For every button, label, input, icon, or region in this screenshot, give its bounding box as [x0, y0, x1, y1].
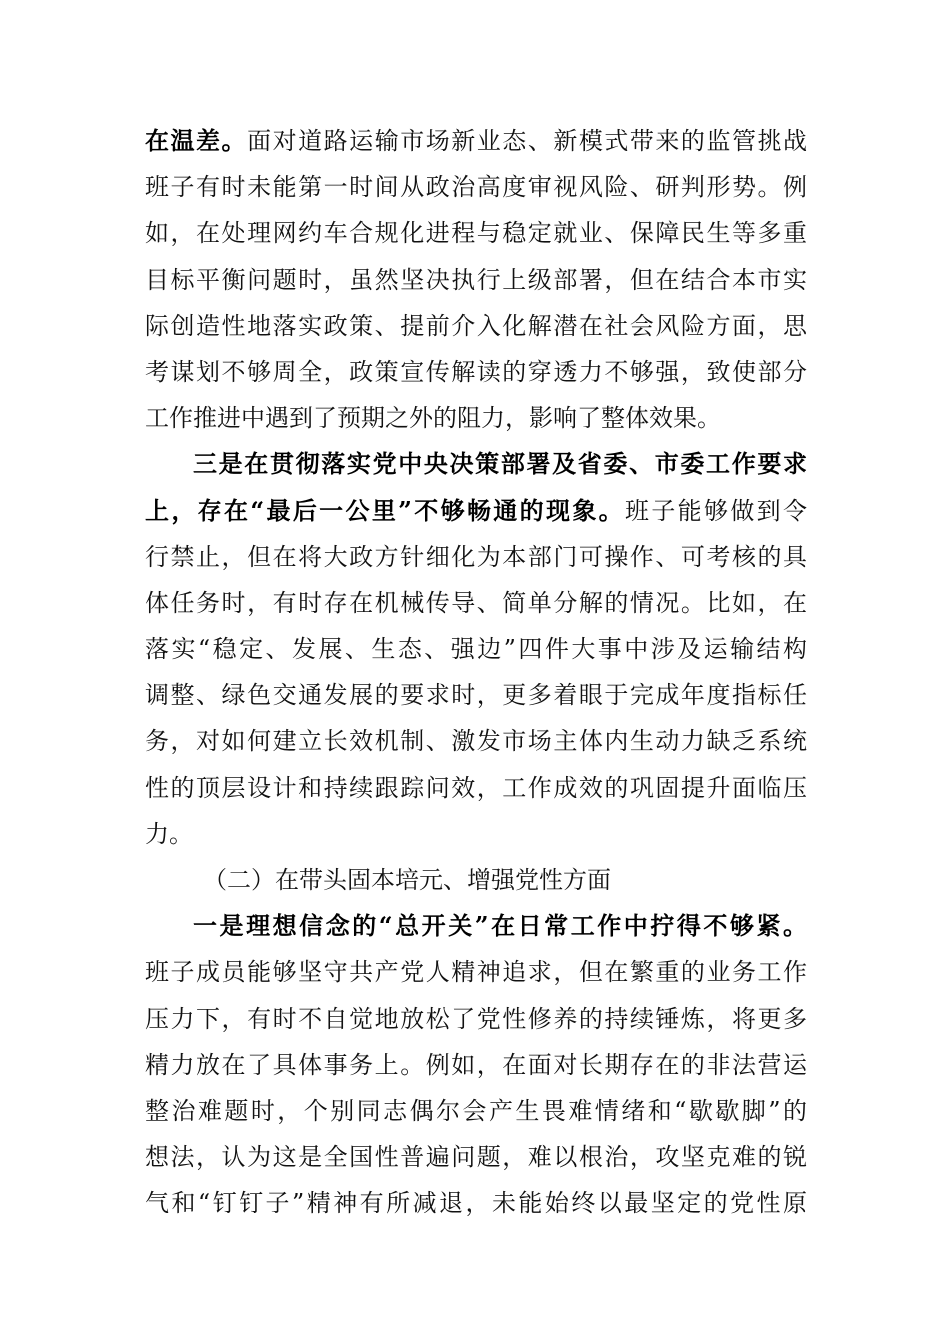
text-line	[145, 441, 807, 487]
text-line: 力。	[145, 819, 193, 848]
text-line: 工作推进中遇到了预期之外的阻力，影响了整体效果。	[145, 404, 721, 433]
paragraph-point-one	[145, 903, 807, 1226]
text-line: 考谋划不够周全，政策宣传解读的穿透力不够强，致使部分	[145, 357, 807, 386]
text-line: 在温差。面对道路运输市场新业态、新模式带来的监管挑战	[145, 126, 808, 155]
text-line: 如，在处理网约车合规化进程与稳定就业、保障民生等多重	[145, 219, 807, 248]
text-line: 整治难题时，个别同志偶尔会产生畏难情绪和“歇歇脚”的	[145, 1096, 807, 1125]
text-line: 际创造性地落实政策、提前介入化解潜在社会风险方面，思	[145, 311, 807, 340]
heading-line: （二）在带头固本培元、增强党性方面	[203, 866, 611, 894]
text-line: 目标平衡问题时，虽然坚决执行上级部署，但在结合本市实	[145, 265, 807, 294]
text-line: 气和“钉钉子”精神有所减退，未能始终以最坚定的党性原	[145, 1189, 807, 1218]
bold-lead: 在温差。	[145, 126, 248, 155]
text-line: 行禁止，但在将大政方针细化为本部门可操作、可考核的具	[145, 542, 807, 571]
paragraph-continuation	[145, 118, 807, 441]
text-line: 体任务时，有时存在机械传导、简单分解的情况。比如，在	[145, 588, 807, 617]
text-line	[145, 903, 807, 949]
text-line: 压力下，有时不自觉地放松了党性修养的持续锤炼，将更多	[145, 1004, 807, 1033]
text-line: 班子有时未能第一时间从政治高度审视风险、研判形势。例	[145, 173, 807, 202]
text-line: 精力放在了具体事务上。例如，在面对长期存在的非法营运	[145, 1050, 807, 1079]
text-line: 务，对如何建立长效机制、激发市场主体内生动力缺乏系统	[145, 727, 807, 756]
text-line: 想法，认为这是全国性普遍问题，难以根治，攻坚克难的锐	[145, 1143, 807, 1172]
document-page	[145, 118, 807, 1227]
text-line: 性的顶层设计和持续跟踪问效，工作成效的巩固提升面临压	[145, 773, 807, 802]
bold-lead: 上，存在“最后一公里”不够畅通的现象。	[145, 495, 625, 525]
bold-lead: 一是理想信念的“总开关”在日常工作中拧得不够紧。	[193, 911, 807, 941]
text-line: 班子成员能够坚守共产党人精神追求，但在繁重的业务工作	[145, 958, 807, 987]
text-line: 上，存在“最后一公里”不够畅通的现象。班子能够做到令	[145, 495, 808, 525]
paragraph-point-three	[145, 441, 807, 857]
section-heading	[145, 857, 807, 903]
text-line: 落实“稳定、发展、生态、强边”四件大事中涉及运输结构	[145, 635, 807, 664]
bold-lead: 三是在贯彻落实党中央决策部署及省委、市委工作要求	[193, 449, 807, 479]
text-line: 调整、绿色交通发展的要求时，更多着眼于完成年度指标任	[145, 681, 807, 710]
